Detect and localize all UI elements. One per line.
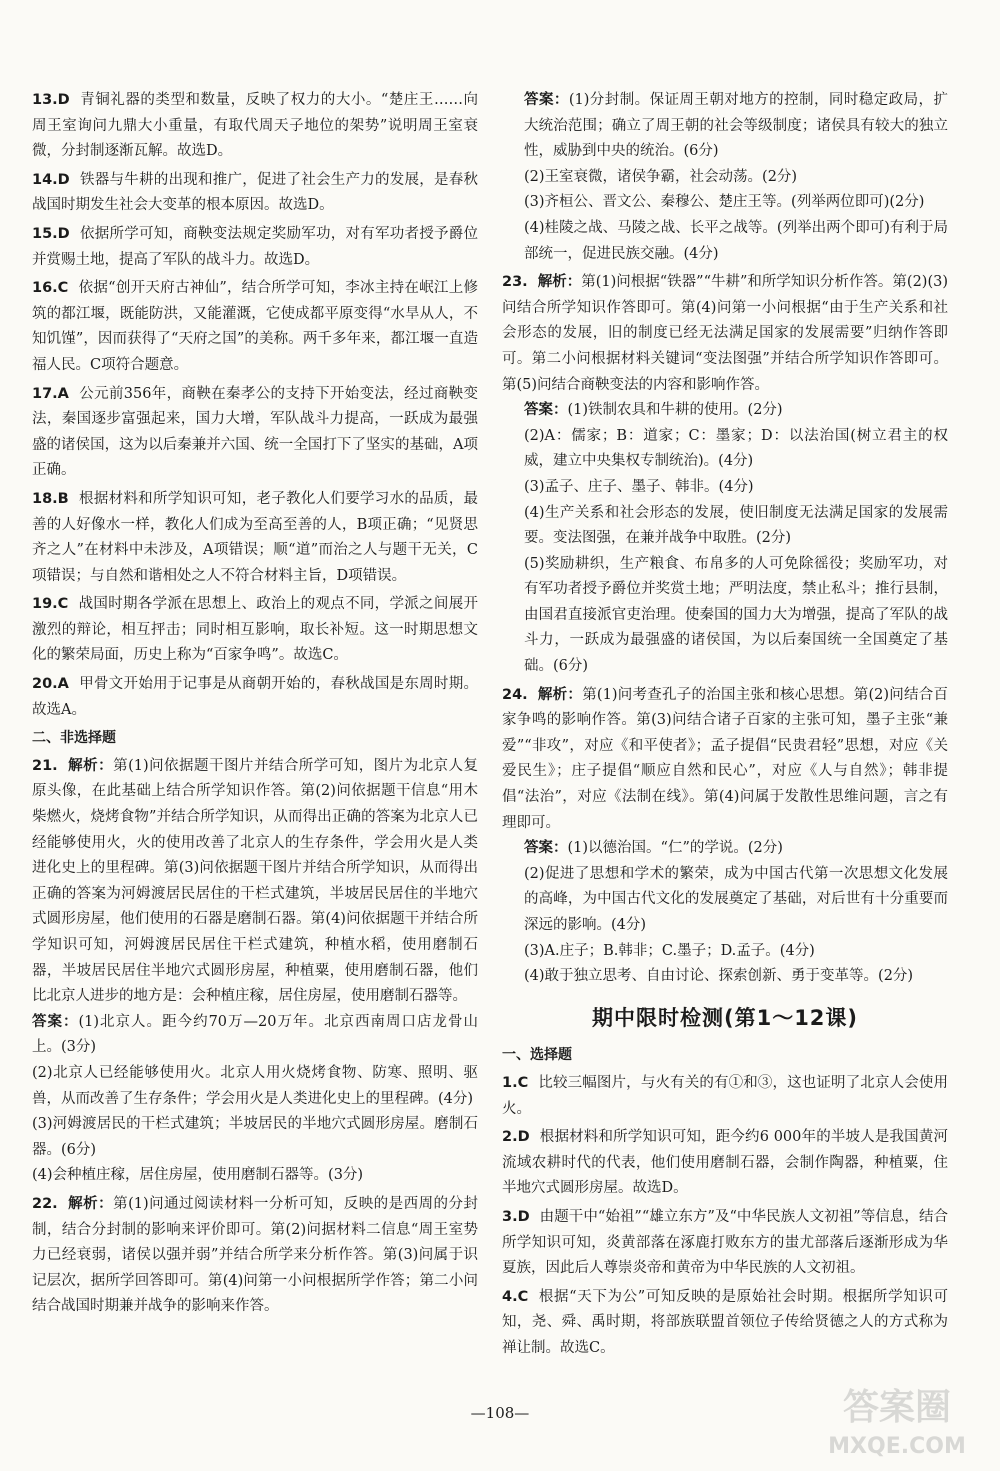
answer-item-4 bbox=[502, 1285, 948, 1362]
answer-item-15 bbox=[32, 222, 478, 273]
item-text: 依据“创开天府古神仙”，结合所学可知，李冰主持在岷江上修筑的都江堰，既能防洪，又能灌溉，它使成都平原变得“水旱从人，不知饥馑”，因而获得了“天府之国”的美称。两千多年来，都江堰一直造福人民。C项符合题意。 bbox=[32, 280, 478, 373]
answer-item-17 bbox=[32, 382, 478, 484]
answer-item-23 bbox=[502, 270, 948, 680]
left-column bbox=[32, 88, 478, 1323]
item-text: 由题干中“始祖”“雄立东方”及“中华民族人文初祖”等信息，结合所学知识可知，炎黄部落在涿鹿打败东方的蚩尤部落后逐渐形成为华夏族，因此后人尊崇炎帝和黄帝为中华民族的人文初祖。 bbox=[502, 1208, 948, 1277]
item-text: 根据“天下为公”可知反映的是原始社会时期。根据所学知识可知，尧、舜、禹时期，将部族联盟首领位子传给贤德之人的方式称为禅让制。故选C。 bbox=[502, 1288, 948, 1356]
item-number: 21. bbox=[32, 757, 58, 774]
item-text: 公元前356年，商鞅在秦孝公的支持下开始变法，经过商鞅变法，秦国逐步富强起来，国力大增，军队战斗力提高，一跃成为最强盛的诸侯国，这为以后秦兼并六国、统一全国打下了坚实的基础，A项正确。 bbox=[32, 385, 478, 479]
item-number: 20.A bbox=[32, 676, 69, 693]
item-number: 23. bbox=[502, 274, 528, 291]
answer-text: (2)北京人已经能够使用火。北京人用火烧烤食物、防寒、照明、驱兽，从而改善了生存条件；学会用火是人类进化史上的里程碑。(4分) bbox=[32, 1064, 478, 1107]
answer-item-13 bbox=[32, 88, 478, 165]
exam-section-title: 期中限时检测(第1～12课) bbox=[591, 1005, 859, 1030]
answer-text: (4)会种植庄稼，居住房屋，使用磨制石器等。(3分) bbox=[32, 1167, 364, 1184]
answer-text: (1)铁制农具和牛耕的使用。(2分) bbox=[567, 402, 783, 419]
item-number: 13.D bbox=[32, 92, 70, 108]
item-text: 根据材料和所学知识可知，老子教化人们要学习水的品质，最善的人好像水一样，教化人们成为至高至善的人，B项正确；“见贤思齐之人”在材料中未涉及，A项错误；顺“道”而治之人与题干无关，C项错误；与自然和谐相处之人不符合材料主旨，D项错误。 bbox=[32, 490, 478, 584]
item-number: 24. bbox=[502, 686, 528, 703]
item-text: 比较三幅图片，与火有关的有①和③，这也证明了北京人会使用火。 bbox=[502, 1074, 948, 1117]
answer-label: 答案： bbox=[32, 1013, 79, 1030]
item-number: 15.D bbox=[32, 225, 70, 242]
answer-item-3 bbox=[502, 1205, 948, 1282]
answer-text: (1)以德治国。“仁”的学说。(2分) bbox=[567, 840, 783, 857]
item-text: 铁器与牛耕的出现和推广，促进了社会生产力的发展，是春秋战国时期发生社会大变革的根本原因。故选D。 bbox=[32, 171, 478, 214]
watermark-logo bbox=[822, 1375, 972, 1461]
item-text: 青铜礼器的类型和数量，反映了权力的大小。“楚庄王……向周王室询问九鼎大小重量，有取代周天子地位的架势”说明周王室衰微，分封制逐渐瓦解。故选D。 bbox=[32, 92, 478, 160]
item-number: 17.A bbox=[32, 385, 69, 402]
analysis-text: 第(1)问通过阅读材料一分析可知，反映的是西周的分封制，结合分封制的影响来评价即可。第(2)问据材料二信息“周王室势力已经衰弱，诸侯以强并弱”并结合所学来分析作答。第(3)问属于识记层次，据所学回答即可。第(4)问第一小问根据所学作答；第二小问结合战国时期兼并战争的影响来作答。 bbox=[32, 1195, 479, 1315]
answer-text: (5)奖励耕织，生产粮食、布帛多的人可免除徭役；奖励军功，对有军功者授予爵位并奖赏土地；严明法度，禁止私斗；推行县制，由国君直接派官吏治理。使秦国的国力大为增强，提高了军队的战斗力，一跃成为最强盛的诸侯国，为以后秦国统一全国奠定了基础。(6分) bbox=[524, 555, 948, 675]
item-number: 1.C bbox=[502, 1074, 529, 1091]
answer-text: (4)生产关系和社会形态的发展，使旧制度无法满足国家的发展需要。变法图强，在兼并战争中取胜。(2分) bbox=[524, 504, 948, 547]
item-text: 甲骨文开始用于记事是从商朝开始的，春秋战国是东周时期。故选A。 bbox=[32, 676, 478, 718]
answer-text: (3)齐桓公、晋文公、秦穆公、楚庄王等。(列举两位即可)(2分) bbox=[524, 194, 925, 211]
item-number: 22. bbox=[32, 1195, 58, 1212]
answer-item-16 bbox=[32, 276, 478, 378]
answer-label: 答案： bbox=[524, 402, 568, 419]
answer-text: (2)王室衰微，诸侯争霸，社会动荡。(2分) bbox=[524, 168, 798, 185]
answer-item-21 bbox=[32, 754, 478, 1189]
answer-text: (1)北京人。距今约70万—20万年。北京西南周口店龙骨山上。(3分) bbox=[32, 1013, 478, 1056]
answer-text: (4)敢于独立思考、自由讨论、探索创新、勇于变革等。(2分) bbox=[524, 968, 914, 985]
analysis-label: 解析： bbox=[67, 1195, 114, 1212]
answer-item-18 bbox=[32, 487, 478, 589]
answer-text: (2)促进了思想和学术的繁荣，成为中国古代第一次思想文化发展的高峰，为中国古代文化的发展奠定了基础，对后世有十分重要而深远的影响。(4分) bbox=[524, 865, 948, 933]
item-text: 战国时期各学派在思想上、政治上的观点不同，学派之间展开激烈的辩论，相互抨击；同时相互影响，取长补短。这一时期思想文化的繁荣局面，历史上称为“百家争鸣”。故选C。 bbox=[32, 596, 478, 664]
answer-text: (4)桂陵之战、马陵之战、长平之战等。(列举出两个即可)有利于局部统一，促进民族交融。(4分) bbox=[524, 219, 948, 262]
answer-text: (3)孟子、庄子、墨子、韩非。(4分) bbox=[524, 478, 754, 495]
right-column bbox=[502, 88, 948, 1365]
answer-text: (1)分封制。保证周王朝对地方的控制，同时稳定政局，扩大统治范围；确立了周王朝的社会等级制度；诸侯具有较大的独立性，威胁到中央的统治。(6分) bbox=[524, 92, 948, 160]
item-number: 14.D bbox=[32, 171, 70, 188]
answer-label: 答案： bbox=[524, 840, 568, 857]
answer-item-22-answers bbox=[502, 88, 948, 267]
section-heading-non-choice: 二、非选择题 bbox=[32, 730, 116, 747]
section-heading-choice: 一、选择题 bbox=[502, 1047, 572, 1064]
analysis-label: 解析： bbox=[537, 274, 582, 291]
analysis-text: 第(1)问依据题干图片并结合所学可知，图片为北京人复原头像，在此基础上结合所学知识作答。第(2)问依据题干信息“用木柴燃火，烧烤食物”并结合所学知识，从而得出正确的答案为北京人已经能够使用火，火的使用改善了北京人的生存条件，学会用火是人类进化史上的里程碑。第(3)问依据题干图片并结合所学知识，从而得出正确的答案为河姆渡居民居住的干栏式建筑，半坡居民居住的半地穴式圆形房屋，他们使用的石器是磨制石器。第(4)问依据题干并结合所学知识可知，河姆渡居民居住干栏式建筑，种植水稻，使用磨制石器，半坡居民居住半地穴式圆形房屋，种植粟，使用磨制石器，他们比北京人进步的地方是：会种植庄稼，居住房屋，使用磨制石器等。 bbox=[32, 757, 479, 1005]
analysis-text: 第(1)问根据“铁器”“牛耕”和所学知识分析作答。第(2)(3)问结合所学知识作答即可。第(4)问第一小问根据“由于生产关系和社会形态的发展，旧的制度已经无法满足国家的发展需要”归纳作答即可。第二小问根据材料关键词“变法图强”并结合所学知识作答即可。第(5)问结合商鞅变法的内容和影响作答。 bbox=[502, 274, 948, 393]
item-number: 18.B bbox=[32, 490, 69, 507]
analysis-text: 第(1)问考查孔子的治国主张和核心思想。第(2)问结合百家争鸣的影响作答。第(3)问结合诸子百家的主张可知，墨子主张“兼爱”“非攻”，对应《和平使者》；孟子提倡“民贵君轻”思想，对应《关爱民生》；庄子提倡“顺应自然和民心”，对应《人与自然》；韩非提倡“法治”，对应《法制在线》。第(4)问属于发散性思维问题，言之有理即可。 bbox=[502, 686, 949, 831]
analysis-label: 解析： bbox=[537, 686, 583, 703]
item-number: 3.D bbox=[502, 1208, 530, 1225]
item-number: 16.C bbox=[32, 280, 69, 297]
item-text: 依据所学可知，商鞅变法规定奖励军功，对有军功者授予爵位并赏赐土地，提高了军队的战斗力。故选D。 bbox=[32, 225, 478, 268]
analysis-label: 解析： bbox=[67, 757, 114, 774]
answer-text: (3)河姆渡居民的干栏式建筑；半坡居民的半地穴式圆形房屋。磨制石器。(6分) bbox=[32, 1116, 478, 1158]
answer-item-2 bbox=[502, 1125, 948, 1202]
page-number: —108— bbox=[470, 1404, 530, 1422]
watermark-title: 答案圈 bbox=[842, 1387, 952, 1428]
item-number: 19.C bbox=[32, 596, 69, 613]
answer-item-24 bbox=[502, 683, 948, 990]
answer-item-20 bbox=[32, 672, 478, 723]
answer-item-14 bbox=[32, 168, 478, 219]
item-number: 4.C bbox=[502, 1288, 529, 1305]
answer-item-1 bbox=[502, 1071, 948, 1122]
answer-label: 答案： bbox=[524, 92, 569, 108]
answer-text: (3)A.庄子；B.韩非；C.墨子；D.孟子。(4分) bbox=[524, 942, 815, 959]
item-number: 2.D bbox=[502, 1129, 530, 1146]
answer-item-22 bbox=[32, 1192, 478, 1320]
answer-text: (2)A：儒家；B：道家；C：墨家；D：以法治国(树立君主的权威，建立中央集权专制统治)。(4分) bbox=[524, 427, 948, 470]
item-text: 根据材料和所学知识可知，距今约6 000年的半坡人是我国黄河流域农耕时代的代表，他们使用磨制石器，会制作陶器，种植粟，住半地穴式圆形房屋。故选D。 bbox=[502, 1129, 948, 1197]
watermark-url: MXQE.COM bbox=[828, 1434, 966, 1459]
answer-item-19 bbox=[32, 592, 478, 669]
